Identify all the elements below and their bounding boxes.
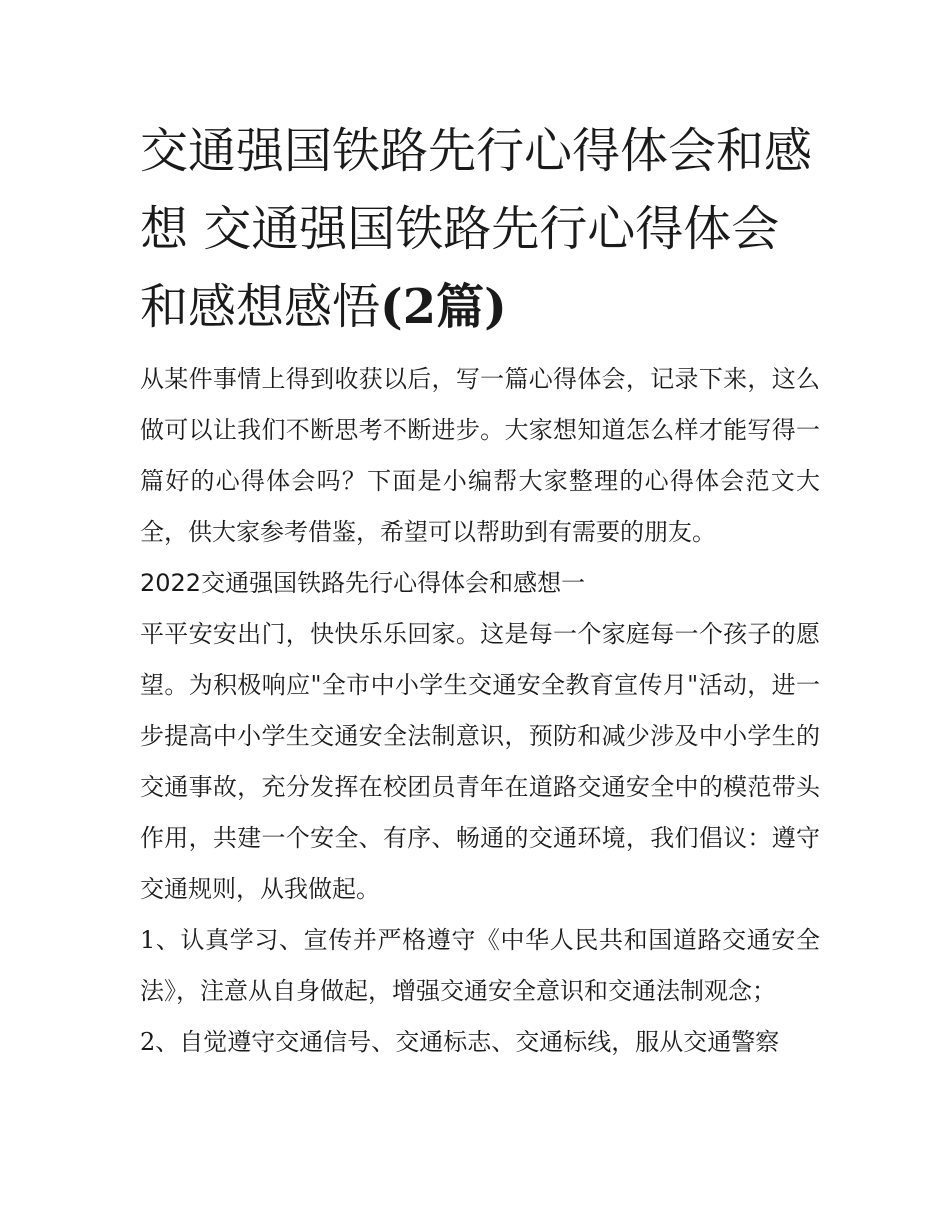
body-paragraph: 平平安安出门，快快乐乐回家。这是每一个家庭每一个孩子的愿望。为积极响应"全市中小学生交通安全教育宣传月"活动，进一步提高中小学生交通安全法制意识，预防和减少涉及中小学生的交通事故，充分发挥在校团员青年在道路交通安全中的模范带头作用，共建一个安全、有序、畅通的交通环境，我们倡议：遵守交通规则，从我做起。 bbox=[140, 620, 820, 903]
title-text: 交通强国铁路先行心得体会和感想 交通强国铁路先行心得体会和感想感悟 bbox=[140, 123, 813, 335]
intro-paragraph: 从某件事情上得到收获以后，写一篇心得体会，记录下来，这么做可以让我们不断思考不断进步。大家想知道怎么样才能写得一篇好的心得体会吗？下面是小编帮大家整理的心得体会范文大全，供大家参考借鉴，希望可以帮助到有需要的朋友。 bbox=[140, 365, 820, 546]
title-count: (2篇) bbox=[380, 279, 507, 335]
list-item-2: 2、自觉遵守交通信号、交通标志、交通标线，服从交通警察 bbox=[140, 1028, 780, 1056]
document-body bbox=[140, 112, 820, 1068]
section-heading: 2022交通强国铁路先行心得体会和感想一 bbox=[140, 569, 586, 597]
list-item-1: 1、认真学习、宣传并严格遵守《中华人民共和国道路交通安全法》，注意从自身做起，增强交通安全意识和交通法制观念； bbox=[140, 926, 820, 1005]
document-title bbox=[140, 112, 820, 346]
